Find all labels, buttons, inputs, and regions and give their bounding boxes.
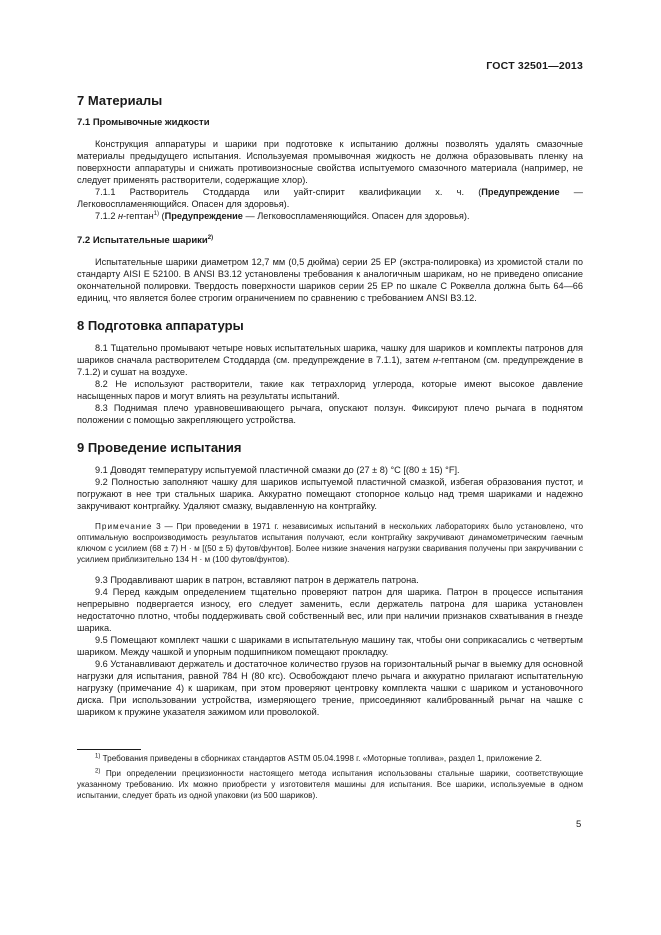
paragraph-7-1-2: 7.1.2 н-гептан$^{1)}$ (Предупреждение — Легковоспламеняющийся. Опасен для здоровья).	[95, 210, 470, 221]
footnote-ref-2: 2)	[207, 234, 214, 241]
paragraph-9-3: 9.3 Продавливают шарик в патрон, вставляют патрон в держатель патрона.	[95, 575, 419, 585]
note-3: Примечание 3 — При проведении в 1971 г. независимых испытаний в нескольких лабораториях было установлено, что оптимальную воспроизводимость результатов испытания получают, если контргайку закручивают динамометрическим гаечным ключом с усилием (68 ± 7) Н · м [(50 ± 5) футов/фунтов]. Более низкие значения нагрузки сваривания получены при закручивании с усилием приблизительно 134 Н · м (100 футов/фунтов).	[77, 522, 583, 564]
footnote-divider	[77, 749, 141, 750]
paragraph-9-2: 9.2 Полностью заполняют чашку для шариков испытуемой пластичной смазкой, избегая образования пустот, и погружают в нее три стальных шарика. Аккуратно помещают стопорное кольцо над тремя шариками и надежно закручивают контргайку. Удаляют смазку, выдавленную на контргайку.	[77, 477, 583, 511]
document-number: ГОСТ 32501—2013	[486, 60, 583, 72]
paragraph-9-6: 9.6 Устанавливают держатель и достаточное количество грузов на горизонтальный рычаг в выемку для основной нагрузки для испытания, равной 784 Н (80 кгс). Освобождают плечо рычага и аккуратно прилагают испытательную нагрузку (примечание 4) к шарикам, при этом проверяют центровку комплекта чашки с шариком и установочного диска. При использовании устройства, измеряющего трение, присоединяют калиброванный рычаг на чашке с шариком к пружине указателя зажимом или проволокой.	[77, 659, 583, 717]
footnote-1: $^{1)}$ Требования приведены в сборниках стандартов ASTM 05.04.1998 г. «Моторные топлива», раздел 1, приложение 2.	[95, 753, 542, 763]
paragraph-7-1-intro: Конструкция аппаратуры и шарики при подготовке к испытанию должны позволять удалять смазочные материалы предыдущего испытания. Используемая промывочная жидкость не должна образовывать пленку на поверхности аппаратуры и снижать противоизносные свойства испытуемого смазочного материала (например, не следует применять растворители, содержащие хлор).	[77, 139, 583, 185]
paragraph-7-2: Испытательные шарики диаметром 12,7 мм (0,5 дюйма) серии 25 ЕР (экстра-полировка) из хромистой стали по стандарту AISI E 52100. В ANSI B3.12 установлены требования к аналогичным шарикам, но не приведено описание окончательной полировки. Твердость поверхности шариков серии 25 ЕР по шкале С Роквелла должна быть 64—66 единиц, что является более строгим ограничением по сравнению с требованием ANSI B3.12.	[77, 257, 583, 303]
paragraph-8-3: 8.3 Поднимая плечо уравновешивающего рычага, опускают ползун. Фиксируют плечо рычага в поднятом положении с помощью закрепляющего устройства.	[77, 403, 583, 425]
section-7-heading: 7 Материалы	[77, 93, 163, 108]
section-9	[77, 440, 583, 718]
section-8-heading: 8 Подготовка аппаратуры	[77, 318, 244, 333]
paragraph-9-4: 9.4 Перед каждым определением тщательно проверяют патрон для шарика. Патрон в процессе испытания непрерывно подвергается износу, его следует заменить, если держатель патрона для шарика установлен недостаточно плотно, чтобы поддерживать свой собственный вес, или при наличии признаков схватывания в гнезде шарика.	[77, 587, 583, 633]
paragraph-8-2: 8.2 Не используют растворители, такие как тетрахлорид углерода, которые имеют высокое давление насыщенных паров и могут влиять на результаты испытаний.	[77, 379, 583, 401]
footnotes	[77, 749, 583, 805]
page-number: 5	[576, 819, 582, 830]
section-9-heading: 9 Проведение испытания	[77, 440, 242, 455]
footnote-2: $^{2)}$ При определении прецизионности настоящего метода испытания использованы стальные шарики, соответствующие указанному требованию. Их можно приобрести у изготовителя машины для испытания. Все шарики, используемые в одном испытании, следует брать из одной упаковки (из 500 шариков).	[77, 768, 583, 800]
page-content	[77, 93, 583, 732]
paragraph-7-1-1: 7.1.1 Растворитель Стоддарда или уайт-спирит квалификации х. ч. (Предупреждение — Легковоспламеняющийся. Опасен для здоровья).	[77, 187, 583, 209]
paragraph-9-5: 9.5 Помещают комплект чашки с шариками в испытательную машину так, чтобы они соприкасались с четвертым шариком. Между чашкой и упорным подшипником помещают прокладку.	[77, 635, 583, 657]
footnote-ref-1: 1)	[153, 210, 159, 217]
subsection-7-1-heading: 7.1 Промывочные жидкости	[77, 117, 210, 128]
paragraph-8-1: 8.1 Тщательно промывают четыре новых испытательных шарика, чашку для шариков и комплекты патронов для шариков сначала растворителем Стоддарда (см. предупреждение в 7.1.1), затем н-гептаном (см. предупреждение в 7.1.2) и сушат на воздухе.	[77, 343, 583, 377]
section-7	[77, 93, 583, 304]
paragraph-9-1: 9.1 Доводят температуру испытуемой пластичной смазки до (27 ± 8) °C [(80 ± 15) °F].	[95, 465, 460, 475]
subsection-7-2-heading: 7.2 Испытательные шарики$^{2)}$	[77, 234, 214, 246]
section-8	[77, 318, 583, 426]
